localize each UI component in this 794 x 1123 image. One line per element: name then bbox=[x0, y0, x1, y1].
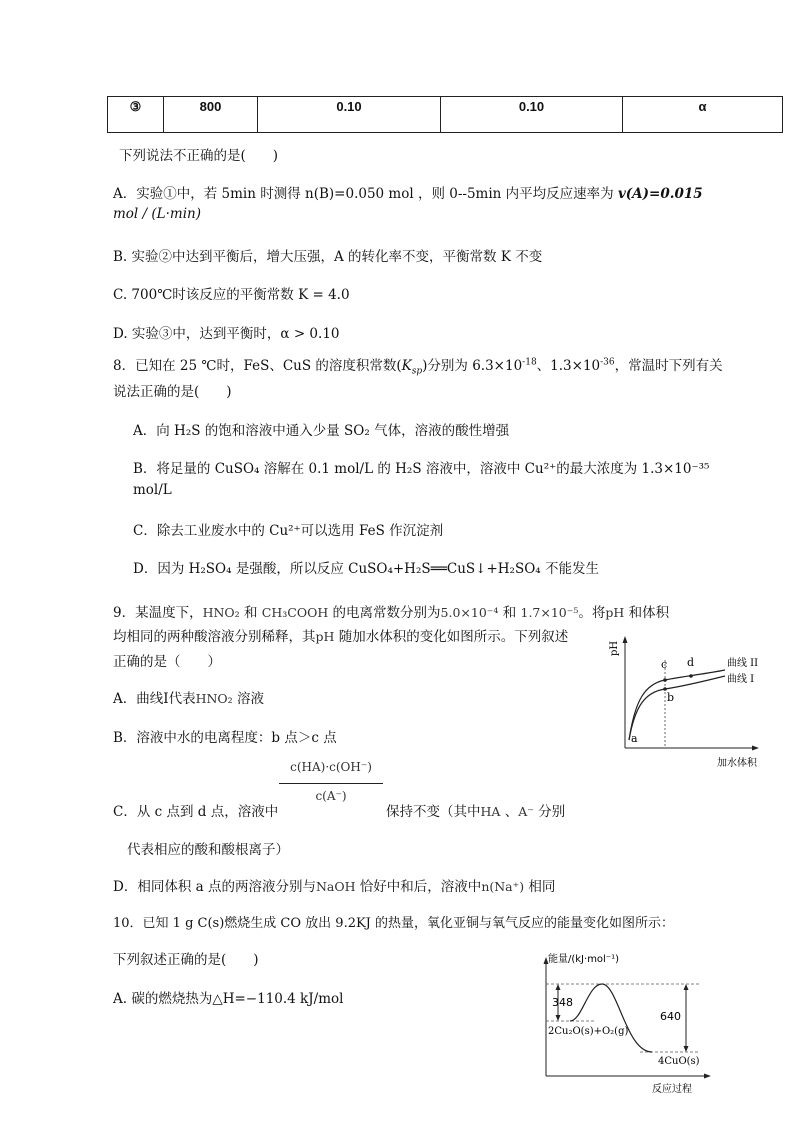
q9-stem-a: 9．某温度下， bbox=[113, 605, 203, 621]
q9-option-c-sep: 、 bbox=[500, 804, 519, 820]
q9-stem-c: 。将 bbox=[578, 605, 606, 621]
q9-option-c-line2: 代表相应的酸和酸根离子） bbox=[127, 842, 289, 858]
q9-stem bbox=[113, 601, 669, 621]
q9-option-c-ha: HA bbox=[480, 804, 501, 819]
label-a: a bbox=[631, 732, 638, 745]
q10-option-a: A. 碳的燃烧热为△H=−110.4 kJ/mol bbox=[113, 991, 344, 1007]
label-c: c bbox=[661, 658, 668, 671]
arrow-348-head-down bbox=[556, 1015, 561, 1021]
q7-option-b: B. 实验②中达到平衡后，增大压强，A 的转化率不变，平衡常数 K 不变 bbox=[113, 249, 543, 265]
q9-option-c-tail bbox=[386, 800, 565, 820]
curve-i bbox=[629, 676, 725, 740]
q8-stem bbox=[113, 354, 723, 377]
q9-line2-b: 随加水体积的变化如图所示。下列叙述 bbox=[334, 629, 569, 645]
q8-stem-a: 8．已知在 25 ℃时，FeS、CuS 的溶度积常数( bbox=[113, 358, 402, 374]
q8-stem-c: 、1.3×10 bbox=[536, 358, 601, 374]
q9-line2-a: 均相同的两种酸溶液分别稀释，其 bbox=[113, 629, 316, 645]
q9-option-c-ion: A⁻ bbox=[518, 804, 534, 819]
q10-stem-line2: 下列叙述正确的是( ) bbox=[113, 952, 259, 968]
q8-ksp-sub: sp bbox=[411, 366, 423, 377]
arrow-348-head-up bbox=[556, 984, 561, 990]
q9-option-c-b: 保持不变（其中 bbox=[386, 804, 481, 820]
q8-option-a: A．向 H₂S 的饱和溶液中通入少量 SO₂ 气体，溶液的酸性增强 bbox=[133, 423, 510, 439]
q9-and: 和 bbox=[239, 605, 262, 621]
q9-line2-ph: pH bbox=[315, 629, 335, 644]
q7-option-a-rate: v(A)=0.015 bbox=[617, 186, 703, 202]
q9-ph: pH bbox=[605, 605, 625, 620]
label-b: b bbox=[667, 691, 675, 704]
cell-temperature: 800 bbox=[164, 97, 258, 133]
fraction-denominator: c(A⁻) bbox=[315, 789, 347, 803]
q9-stem-b: 的电离常数分别为 bbox=[328, 605, 441, 621]
q7-option-a bbox=[113, 182, 703, 202]
q9-ch3cooh: CH₃COOH bbox=[261, 605, 329, 620]
product-label: 4CuO(s) bbox=[658, 1056, 700, 1067]
q9-k1: 5.0×10⁻⁴ bbox=[440, 605, 499, 620]
q9-option-a-tail: 溶液 bbox=[232, 691, 264, 707]
x-axis-arrow bbox=[752, 746, 759, 751]
q9-option-c-label: C．从 c 点到 d 点，溶液中 bbox=[113, 804, 279, 820]
fraction-numerator: c(HA)·c(OH⁻) bbox=[290, 760, 372, 774]
ph-dilution-chart bbox=[605, 630, 775, 770]
q9-stem-line2 bbox=[113, 625, 568, 645]
q9-option-c-fraction bbox=[275, 758, 387, 810]
experiment-table bbox=[107, 96, 783, 133]
label-d: d bbox=[687, 656, 695, 669]
energy-curve bbox=[570, 984, 652, 1052]
reactant-label: 2Cu₂O(s)+O₂(g) bbox=[548, 1026, 629, 1037]
cell-index: ③ bbox=[108, 97, 164, 133]
q9-option-d bbox=[113, 875, 555, 895]
q9-option-d-c: 相同 bbox=[524, 879, 556, 895]
curve-ii-label: 曲线 II bbox=[727, 658, 759, 669]
q9-and2: 和 bbox=[498, 605, 521, 621]
q9-hno2: HNO₂ bbox=[202, 605, 240, 620]
q8-option-b: B．将足量的 CuSO₄ 溶解在 0.1 mol/L 的 H₂S 溶液中，溶液中 Cu²⁺的最大浓度为 1.3×10⁻³⁵ bbox=[133, 461, 710, 477]
cell-conc-2: 0.10 bbox=[441, 97, 623, 133]
q9-option-d-n: n(Na⁺) bbox=[481, 879, 525, 894]
q8-stem-b: )分别为 6.3×10 bbox=[422, 358, 523, 374]
y-axis-arrow bbox=[623, 636, 628, 643]
q7-option-a-unit: mol / (L·min) bbox=[113, 206, 201, 222]
q9-option-d-naoh: NaOH bbox=[315, 879, 356, 894]
q8-exp-2: -36 bbox=[600, 357, 615, 368]
q7-stem: 下列说法不正确的是( ) bbox=[119, 148, 279, 164]
q8-option-c: C．除去工业废水中的 Cu²⁺可以选用 FeS 作沉淀剂 bbox=[133, 523, 444, 539]
arrow-640-head-down bbox=[684, 1046, 689, 1052]
curve-i-label: 曲线 I bbox=[727, 674, 755, 685]
point-c bbox=[663, 678, 667, 682]
cell-alpha: α bbox=[623, 97, 783, 133]
q7-option-d: D. 实验③中，达到平衡时，α > 0.10 bbox=[113, 326, 340, 342]
q7-option-c: C. 700℃时该反应的平衡常数 K = 4.0 bbox=[113, 287, 350, 303]
value-348: 348 bbox=[552, 996, 573, 1009]
q9-stem-d: 和体积 bbox=[624, 605, 670, 621]
q7-option-a-text: A．实验①中，若 5min 时测得 n(B)=0.050 mol ，则 0--5min 内平均反应速率为 bbox=[113, 186, 618, 202]
q9-option-d-a: D．相同体积 a 点的两溶液分别与 bbox=[113, 879, 316, 895]
q9-option-c-c: 分别 bbox=[533, 804, 566, 820]
q9-option-a bbox=[113, 687, 264, 707]
q9-stem-line3: 正确的是（ ） bbox=[113, 654, 221, 670]
q9-option-a-text: A．曲线Ⅰ代表 bbox=[113, 691, 196, 707]
fraction-bar bbox=[279, 783, 383, 784]
q8-stem-d: ，常温时下列有关 bbox=[614, 358, 723, 374]
energy-diagram bbox=[530, 948, 720, 1096]
q8-stem-line2: 说法正确的是( ) bbox=[113, 384, 232, 400]
arrow-640-head-up bbox=[684, 984, 689, 990]
q9-k2: 1.7×10⁻⁵ bbox=[520, 605, 579, 620]
table-row bbox=[108, 97, 783, 133]
cell-conc-1: 0.10 bbox=[258, 97, 441, 133]
curve-ii bbox=[629, 670, 725, 740]
y-axis-label: pH bbox=[609, 640, 620, 656]
x-axis-label: 反应过程 bbox=[652, 1084, 692, 1095]
q9-option-d-b: 恰好中和后，溶液中 bbox=[355, 879, 482, 895]
q8-ksp: K bbox=[401, 358, 412, 374]
y-axis-label: 能量/(kJ·mol⁻¹) bbox=[548, 954, 620, 965]
q9-option-b: B．溶液中水的电离程度：b 点＞c 点 bbox=[113, 730, 337, 746]
x-axis-arrow bbox=[704, 1074, 711, 1079]
q8-exp-1: -18 bbox=[522, 357, 537, 368]
value-640: 640 bbox=[660, 1010, 681, 1023]
q10-stem: 10．已知 1 g C(s)燃烧生成 CO 放出 9.2KJ 的热量，氧化亚铜与氧气反应的能量变化如图所示： bbox=[113, 916, 675, 931]
q8-option-b-unit: mol/L bbox=[133, 482, 172, 498]
q9-option-a-formula: HNO₂ bbox=[195, 691, 233, 706]
x-axis-label: 加水体积 bbox=[717, 758, 757, 769]
q8-option-d: D．因为 H₂SO₄ 是强酸，所以反应 CuSO₄+H₂S══CuS↓+H₂SO₄ 不能发生 bbox=[133, 561, 599, 577]
point-d bbox=[689, 674, 693, 678]
